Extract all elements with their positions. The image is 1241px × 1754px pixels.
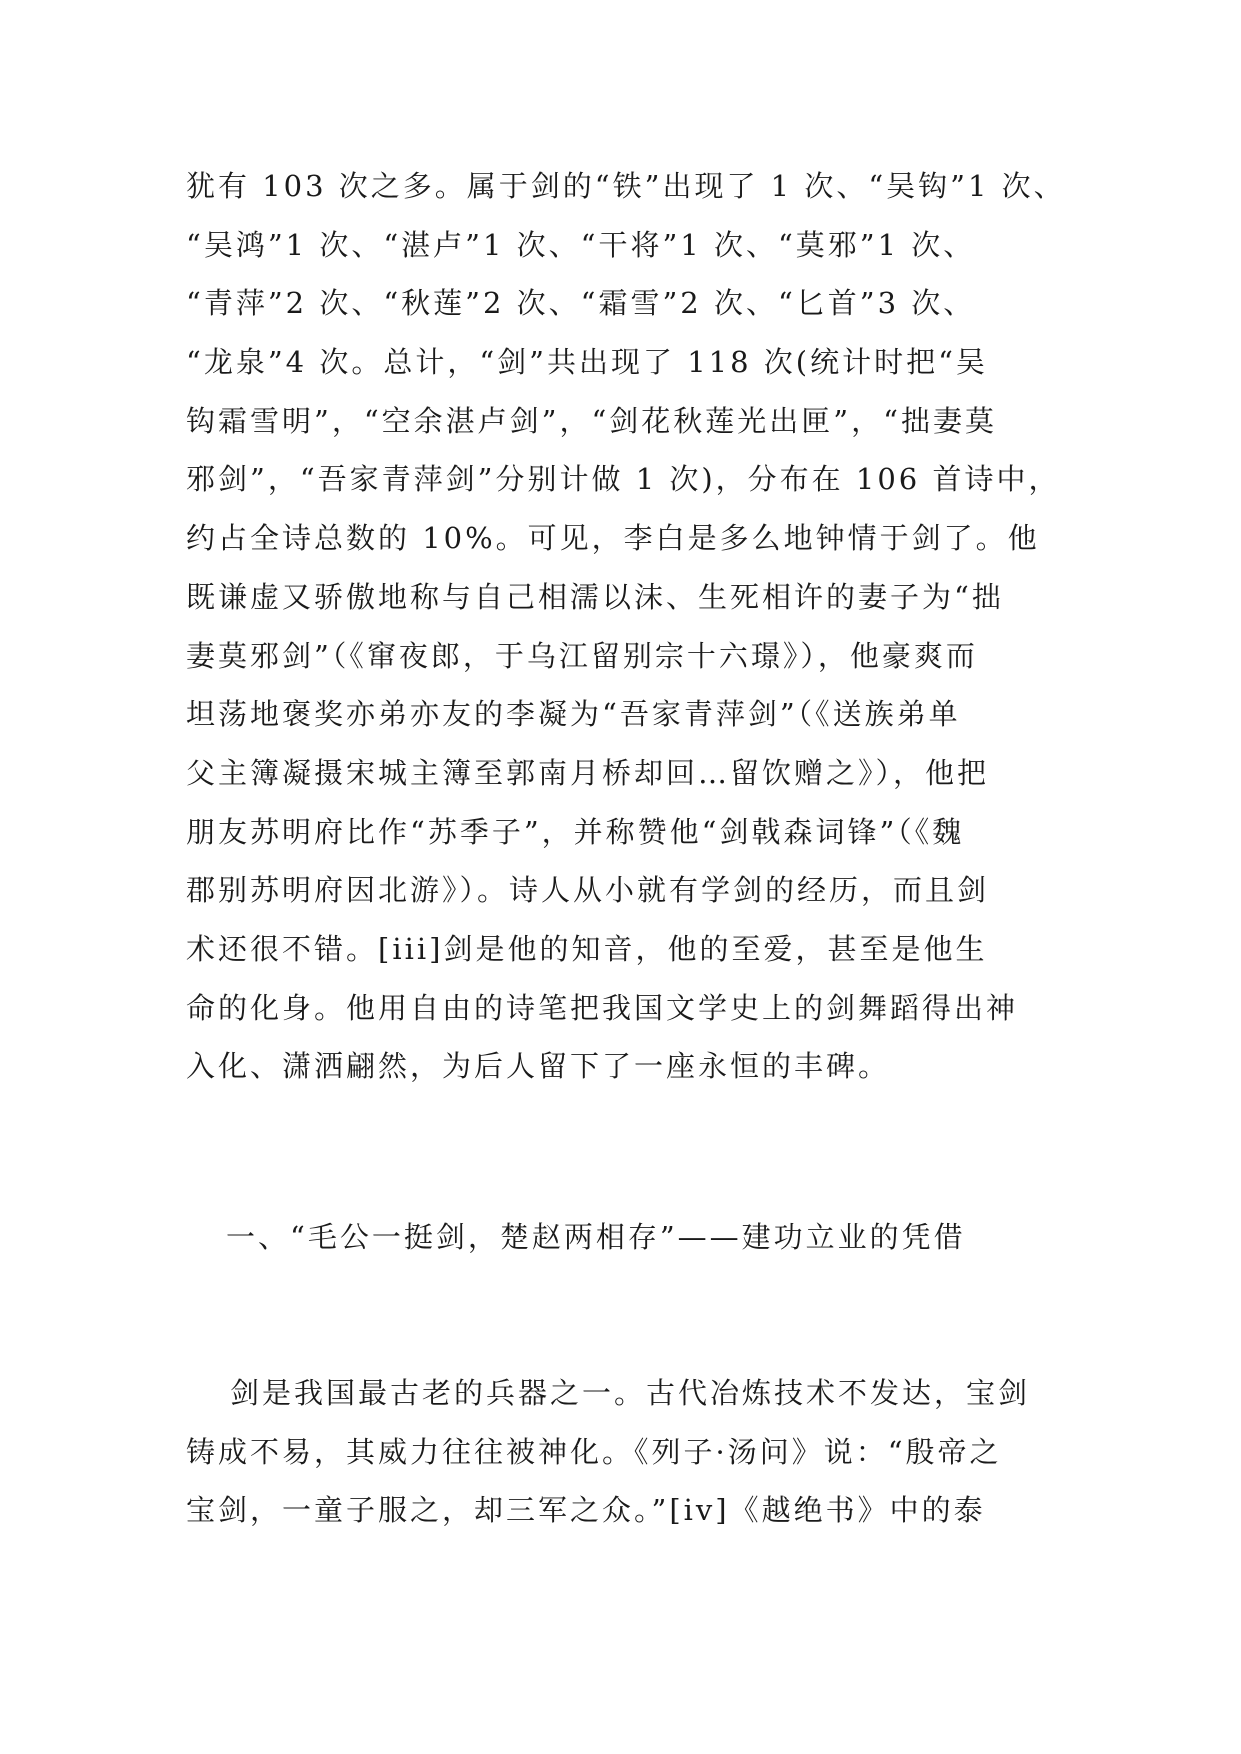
text-line: 铸成不易，其威力往往被神化。《列子·汤问》说：“殷帝之 [186,1434,1002,1469]
section-heading-text: 一、“毛公一挺剑，楚赵两相存”——建功立业的凭借 [226,1220,966,1254]
text-line: 朋友苏明府比作“苏季子”，并称赞他“剑戟森词锋”（《魏 [186,814,965,849]
text-line: 约占全诗总数的 10%。可见，李白是多么地钟情于剑了。他 [186,521,1040,556]
text-line: 邪剑”，“吾家青萍剑”分别计做 1 次)，分布在 106 首诗中， [186,462,1061,497]
body-paragraph-1 [186,157,1066,1096]
text-line: 剑是我国最古老的兵器之一。古代冶炼技术不发达，宝剑 [230,1376,1031,1410]
text-line: 既谦虚又骄傲地称与自己相濡以沫、生死相许的妻子为“拙 [186,579,1004,614]
text-line: 父主簿凝摄宋城主簿至郭南月桥却回…留饮赠之》），他把 [186,755,990,790]
text-line: “龙泉”4 次。总计，“剑”共出现了 118 次(统计时把“吴 [186,345,988,380]
text-line: 犹有 103 次之多。属于剑的“铁”出现了 1 次、“吴钩”1 次、 [186,169,1066,203]
text-line: 郡别苏明府因北游》）。诗人从小就有学剑的经历，而且剑 [186,873,990,908]
text-line: 术还很不错。[iii]剑是他的知音，他的至爱，甚至是他生 [186,931,988,966]
text-line: 入化、潇洒翩然，为后人留下了一座永恒的丰碑。 [186,1049,891,1084]
text-line: 钩霜雪明”，“空余湛卢剑”，“剑花秋莲光出匣”，“拙妻莫 [186,403,997,438]
text-line: 命的化身。他用自由的诗笔把我国文学史上的剑舞蹈得出神 [186,990,1019,1025]
text-line: 宝剑，一童子服之，却三军之众。”[iv]《越绝书》中的泰 [186,1493,986,1528]
body-paragraph-2 [186,1364,1056,1540]
text-line: 妻莫邪剑”（《窜夜郎，于乌江留别宗十六璟》），他豪爽而 [186,638,978,673]
text-line: “青萍”2 次、“秋莲”2 次、“霜雪”2 次、“匕首”3 次、 [186,286,976,321]
text-line: “吴鸿”1 次、“湛卢”1 次、“干将”1 次、“莫邪”1 次、 [186,227,976,262]
text-line: 坦荡地褒奖亦弟亦友的李凝为“吾家青萍剑”（《送族弟单 [186,697,961,732]
section-heading [226,1208,1096,1267]
